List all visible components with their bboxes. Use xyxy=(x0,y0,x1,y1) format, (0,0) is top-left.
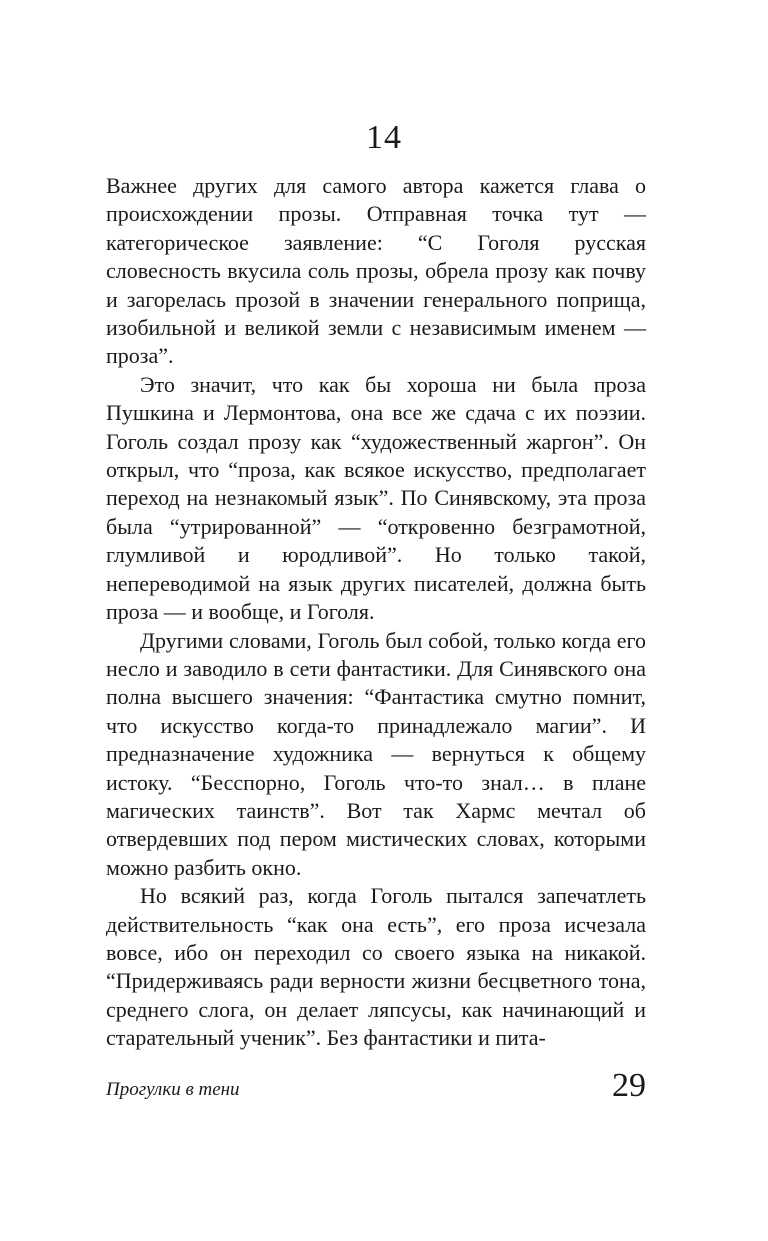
page-number: 29 xyxy=(612,1067,646,1104)
paragraph-2: Это значит, что как бы хороша ни была проза Пушкина и Лермонтова, она все же сдача с их поэзии. Гоголь создал прозу как “художественный жаргон”. Он открыл, что “проза, как всякое искусство, предполагает переход на незнакомый язык”. По Синявскому, эта проза была “утрированной” — “откровенно безграмотной, глумливой и юродливой”. Но только такой, непереводимой на язык других писателей, должна быть проза — и вообще, и Гоголя. xyxy=(106,371,646,625)
chapter-number: 14 xyxy=(366,119,402,156)
running-title: Прогулки в тени xyxy=(106,1079,240,1100)
paragraph-4: Но всякий раз, когда Гоголь пытался запечатлеть действительность “как она есть”, его проза исчезала вовсе, ибо он переходил со своего языка на никакой. “Придерживаясь ради верности жизни бесцветного тона, среднего слога, он делает ляпсусы, как начинающий и старательный ученик”. Без фантастики и пита- xyxy=(106,883,646,1051)
paragraph-1: Важнее других для самого автора кажется глава о происхождении прозы. Отправная точка тут — категорическое заявление: “С Гоголя русская словесность вкусила соль прозы, обрела прозу как почву и загорелась прозой в значении генерального поприща, изобильной и великой земли с независимым именем — проза”. xyxy=(106,173,646,369)
paragraph-3: Другими словами, Гоголь был собой, только когда его несло и заводило в сети фантастики. Для Синявского она полна высшего значения: “Фантастика смутно помнит, что искусство когда-то принадлежало магии”. И предназначение художника — вернуться к общему истоку. “Бесспорно, Гоголь что-то знал… в плане магических таинств”. Вот так Хармс мечтал об отвердевших под пером мистических словах, которыми можно разбить окно. xyxy=(106,627,646,880)
body-text xyxy=(106,172,646,1053)
